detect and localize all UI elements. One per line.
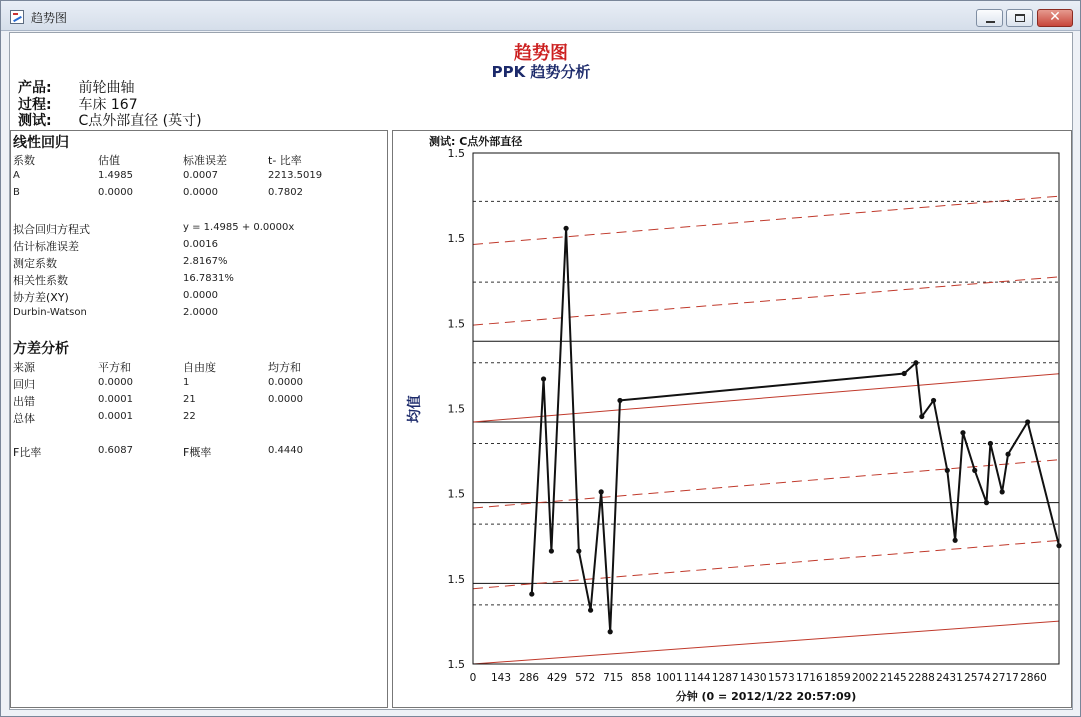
stat-corr-label: 相关性系数 — [13, 274, 68, 287]
f-ratio-value: 0.6087 — [98, 445, 133, 456]
band-line — [473, 460, 1059, 508]
x-tick-label: 2431 — [936, 672, 963, 684]
data-point — [541, 376, 546, 381]
trend-chart-panel — [392, 130, 1072, 708]
meta-test — [18, 110, 202, 130]
x-tick-label: 143 — [491, 672, 512, 684]
report-subtitle: PPK 趋势分析 — [491, 63, 591, 81]
data-point — [549, 548, 554, 553]
stat-equation-value: y = 1.4985 + 0.0000x — [183, 222, 295, 233]
data-point — [588, 608, 593, 613]
stat-r2-label: 测定系数 — [13, 257, 57, 270]
data-point — [972, 468, 977, 473]
stat-dw-label: Durbin-Watson — [13, 307, 87, 318]
anova-header-source: 来源 — [13, 361, 35, 374]
y-tick-label: 1.5 — [447, 572, 465, 586]
x-tick-label: 2002 — [851, 672, 879, 684]
regression-row-b-stderr: 0.0000 — [183, 187, 218, 198]
stat-dw-value: 2.0000 — [183, 307, 218, 318]
regression-header-stderr: 标准误差 — [183, 154, 227, 167]
x-tick-label: 2145 — [880, 672, 907, 684]
y-tick-labels — [448, 147, 466, 671]
data-series — [529, 226, 1061, 635]
minimize-button[interactable] — [976, 9, 1003, 27]
x-tick-label: 2717 — [992, 672, 1019, 684]
anova-header-ss: 平方和 — [98, 361, 131, 374]
band-line — [473, 277, 1059, 325]
minimize-icon — [986, 21, 995, 23]
regression-row-b-tratio: 0.7802 — [268, 187, 303, 198]
f-prob-label: F概率 — [183, 446, 212, 459]
regression-row-b-estimate: 0.0000 — [98, 187, 133, 198]
chart-app-icon — [10, 10, 24, 24]
f-ratio-label: F比率 — [13, 446, 42, 459]
statistics-panel — [10, 130, 388, 708]
stat-r2-value: 2.8167% — [183, 256, 228, 267]
y-tick-label: 1.5 — [447, 658, 465, 671]
close-icon: ✕ — [1049, 9, 1061, 25]
y-tick-label: 1.5 — [447, 402, 465, 416]
data-point — [902, 371, 907, 376]
tolerance-band-lines — [473, 196, 1059, 664]
horizontal-gridlines — [473, 201, 1059, 664]
anova-row-error-ss: 0.0001 — [98, 394, 133, 405]
x-tick-label: 572 — [575, 672, 596, 684]
title-bar[interactable] — [1, 1, 1080, 31]
x-tick-label: 1287 — [711, 672, 739, 684]
data-point — [608, 629, 613, 634]
x-tick-labels — [470, 672, 1047, 684]
x-tick-label: 715 — [603, 672, 624, 684]
y-tick-label: 1.5 — [447, 147, 465, 160]
f-prob-value: 0.4440 — [268, 445, 303, 456]
y-tick-label: 1.5 — [447, 487, 465, 501]
report-area — [9, 32, 1073, 710]
data-point — [529, 591, 534, 596]
anova-row-error-name: 出错 — [13, 395, 35, 408]
regression-header-estimate: 估值 — [98, 154, 120, 167]
regression-line — [473, 374, 1059, 422]
x-tick-label: 2574 — [964, 672, 991, 684]
regression-row-b-name: B — [13, 187, 20, 198]
meta-test-label: 测试: — [18, 113, 52, 129]
meta-product-value: 前轮曲轴 — [78, 80, 135, 96]
x-tick-label: 1144 — [683, 672, 711, 684]
anova-row-error-df: 21 — [183, 394, 196, 405]
data-point — [919, 414, 924, 419]
data-point — [960, 430, 965, 435]
data-point — [913, 360, 918, 365]
trend-chart — [393, 131, 1071, 707]
stat-cov-value: 0.0000 — [183, 290, 218, 301]
y-tick-label: 1.5 — [447, 232, 465, 246]
anova-row-regression-ss: 0.0000 — [98, 377, 133, 388]
data-point — [1000, 489, 1005, 494]
data-point — [953, 538, 958, 543]
window-title: 趋势图 — [31, 11, 68, 25]
anova-row-total-ss: 0.0001 — [98, 411, 133, 422]
band-line — [473, 540, 1059, 588]
regression-title: 线性回归 — [13, 135, 69, 151]
maximize-icon — [1015, 14, 1025, 22]
x-axis-label: 分钟 (0 = 2012/1/22 20:57:09) — [675, 690, 857, 703]
regression-header-coef: 系数 — [13, 154, 35, 167]
data-point — [931, 398, 936, 403]
stat-cov-label: 协方差(XY) — [13, 291, 69, 304]
close-button[interactable] — [1037, 9, 1073, 27]
anova-title: 方差分析 — [13, 341, 69, 357]
band-line — [473, 196, 1059, 244]
data-point — [617, 398, 622, 403]
regression-row-a-name: A — [13, 170, 20, 181]
regression-row-a-stderr: 0.0007 — [183, 170, 218, 181]
anova-header-df: 自由度 — [183, 361, 216, 374]
x-tick-label: 1573 — [767, 672, 795, 684]
anova-row-error-ms: 0.0000 — [268, 394, 303, 405]
anova-header-ms: 均方和 — [268, 361, 301, 374]
stat-std-error-label: 估计标准误差 — [13, 240, 79, 253]
x-tick-label: 1430 — [739, 672, 767, 684]
x-tick-label: 2288 — [908, 672, 935, 684]
x-tick-label: 858 — [631, 672, 652, 684]
anova-row-total-df: 22 — [183, 411, 196, 422]
data-point — [984, 500, 989, 505]
meta-test-value: C点外部直径 (英寸) — [78, 113, 202, 129]
meta-process-label: 过程: — [18, 97, 52, 113]
x-tick-label: 0 — [469, 672, 477, 684]
y-axis-label: 均值 — [407, 395, 423, 423]
x-tick-label: 1859 — [823, 672, 851, 684]
stat-equation-label: 拟合回归方程式 — [13, 223, 90, 236]
stat-corr-value: 16.7831% — [183, 273, 234, 284]
data-point — [1025, 419, 1030, 424]
anova-row-regression-name: 回归 — [13, 378, 35, 391]
anova-row-total-name: 总体 — [13, 412, 35, 425]
regression-row-a-tratio: 2213.5019 — [268, 170, 323, 181]
x-tick-label: 1001 — [655, 672, 683, 684]
data-point — [576, 548, 581, 553]
meta-product-label: 产品: — [18, 80, 52, 96]
report-title: 趋势图 — [514, 43, 568, 64]
plot-frame — [473, 153, 1059, 664]
regression-header-tratio: t- 比率 — [268, 154, 302, 167]
stat-std-error-value: 0.0016 — [183, 239, 218, 250]
anova-row-regression-ms: 0.0000 — [268, 377, 303, 388]
x-tick-label: 2860 — [1020, 672, 1047, 684]
maximize-button[interactable] — [1006, 9, 1033, 27]
x-tick-label: 429 — [547, 672, 568, 684]
data-point — [563, 226, 568, 231]
chart-test-label: 测试: C点外部直径 — [429, 135, 523, 148]
data-point — [1005, 452, 1010, 457]
y-tick-label: 1.5 — [447, 317, 465, 331]
x-tick-label: 286 — [519, 672, 540, 684]
regression-row-a-estimate: 1.4985 — [98, 170, 133, 181]
anova-row-regression-df: 1 — [183, 377, 190, 388]
x-tick-label: 1716 — [795, 672, 823, 684]
data-point — [599, 489, 604, 494]
data-point — [988, 441, 993, 446]
data-point — [1056, 543, 1061, 548]
band-line — [473, 621, 1059, 664]
data-point — [945, 468, 950, 473]
series-line — [532, 228, 1059, 631]
meta-process-value: 车床 167 — [78, 97, 138, 113]
